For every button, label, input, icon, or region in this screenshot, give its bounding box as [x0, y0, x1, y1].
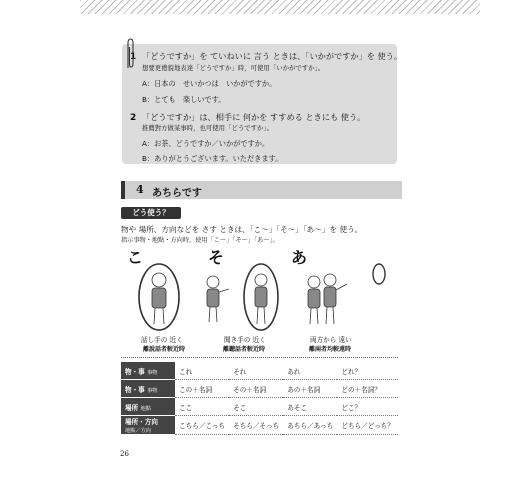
speaker-figure-2	[207, 276, 229, 322]
row-label: 場所・方向 地點／方向	[121, 416, 175, 435]
table-row	[121, 362, 398, 380]
column-ko-caption: 話し手の 近く	[141, 336, 183, 344]
section-number: 4	[136, 183, 144, 196]
note-1-translation: 想要更禮貌地表達「どうですか」時，可使用「いかがですか」。	[142, 64, 325, 72]
demonstrative-table	[121, 362, 398, 435]
column-ko-translation: 離說話者較近時	[143, 346, 186, 353]
table-cell: あれ	[283, 362, 337, 380]
speaker-figure-1	[152, 273, 166, 324]
header-hatch-band	[80, 0, 480, 14]
page-number: 26	[120, 450, 129, 458]
table-cell: あそこ	[283, 398, 337, 416]
column-a-char: あ	[291, 248, 308, 267]
listener-figure	[255, 274, 267, 324]
howto-text: 物や 場所、方向などを さす ときは、「こ～」「そ～」「あ～」を 使う。	[121, 225, 363, 234]
table-cell: これ	[175, 362, 229, 380]
pointing-figures-illustration	[121, 262, 398, 337]
note-1-heading: 1 「どうですか」を ていねいに 言う ときは、「いかがですか」を 使う。	[130, 51, 403, 62]
table-cell: どちら／どっち？	[337, 416, 398, 435]
column-so-caption: 聞き手の 近く	[224, 336, 266, 344]
note-1-example-b: B：とても 楽しいです。	[142, 95, 226, 104]
column-a-translation: 離兩者均較遠時	[309, 346, 352, 353]
note-2-example-a: A：お茶、どうですか／いかがですか。	[142, 139, 270, 148]
table-row	[121, 380, 398, 398]
note-1-example-a: A：日本の せいかつは いかがですか。	[142, 79, 277, 88]
table-cell: その＋名詞	[229, 380, 283, 398]
column-a-caption: 両方から 遠い	[310, 336, 352, 344]
howto-badge: どう使う？	[121, 207, 181, 219]
row-label: 場所 地點	[121, 398, 175, 416]
table-cell: それ	[229, 362, 283, 380]
table-cell: ここ	[175, 398, 229, 416]
table-row	[121, 416, 398, 435]
table-cell: どの＋名詞？	[337, 380, 398, 398]
column-ko-char: こ	[127, 248, 144, 267]
table-cell: あちら／あっち	[283, 416, 337, 435]
divider	[121, 357, 398, 358]
note-2-heading: 2 「どうですか」は、相手に 何かを すすめる ときにも 使う。	[130, 112, 366, 123]
table-cell: あの＋名詞	[283, 380, 337, 398]
table-row	[121, 398, 398, 416]
note-2-translation: 推薦對方做某事時，也可使用「どうですか」。	[142, 124, 274, 132]
table-cell: そちら／そっち	[229, 416, 283, 435]
table-cell: そこ	[229, 398, 283, 416]
howto-translation: 指示事物・地點・方向時，使用「こ～」「そ～」「あ～」。	[121, 237, 279, 244]
table-cell: どれ？	[337, 362, 398, 380]
section-title: あちらです	[152, 188, 202, 199]
column-so-char: そ	[208, 248, 225, 267]
table-cell: どこ？	[337, 398, 398, 416]
row-label: 物・事 事物	[121, 362, 175, 380]
pair-figures	[308, 274, 347, 324]
column-so-translation: 離聽話者較近時	[223, 346, 266, 353]
row-label: 物・事 事物	[121, 380, 175, 398]
note-2-example-b: B：ありがとうございます。いただきます。	[142, 154, 283, 163]
table-cell: こちら／こっち	[175, 416, 229, 435]
table-cell: この＋名詞	[175, 380, 229, 398]
